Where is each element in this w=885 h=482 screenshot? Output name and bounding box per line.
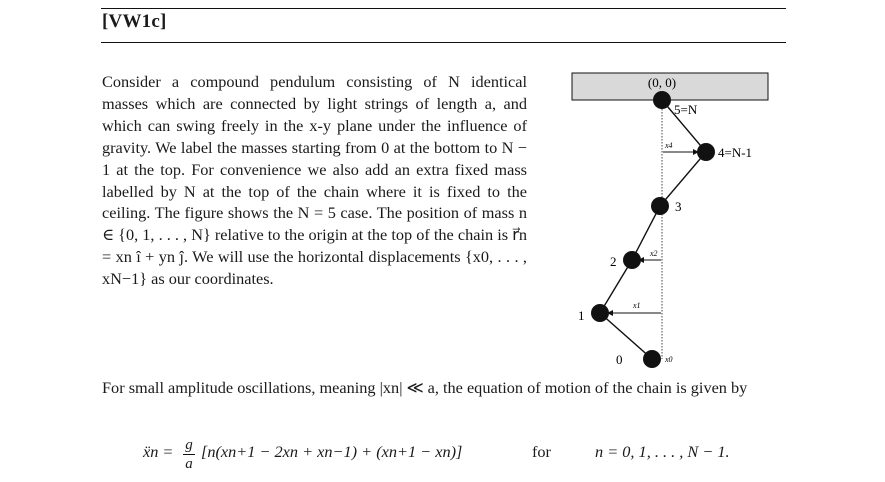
mass-label-0: 0 xyxy=(616,352,623,367)
mass-label-4: 4=N-1 xyxy=(718,145,753,160)
problem-title: [VW1c] xyxy=(102,11,167,32)
mass-label-5: 5=N xyxy=(674,102,698,117)
origin-label: (0, 0) xyxy=(647,75,677,90)
displacement-x1 xyxy=(607,301,661,316)
fraction-denominator: a xyxy=(185,456,193,472)
svg-text:x2: x2 xyxy=(650,249,658,258)
equation-range: n = 0, 1, . . . , N − 1. xyxy=(595,442,730,461)
mass-0 xyxy=(643,350,661,368)
mass-label-3: 3 xyxy=(675,199,682,214)
mass-1 xyxy=(591,304,609,322)
svg-text:x1: x1 xyxy=(633,301,641,310)
intro-paragraph: Consider a compound pendulum consisting of N identical masses which are connected by light strings of length a, and which can swing freely in the x-y plane under the influence of gravity. We label the masses starting from 0 at the bottom to N − 1 at the top. For convenience we also add an extra fixed mass labelled by N at the top of the chain where it is fixed to the ceiling. The figure shows the N = 5 case. The position of mass n ∈ {0, 1, . . . , N} relative to the origin at the top of the chain is r⃗n = xn î + yn ĵ. We will use the horizontal displacements {x0, . . . , xN−1} as our coordinates. xyxy=(102,72,527,289)
displacement-x2 xyxy=(638,249,661,263)
small-amplitude-paragraph: For small amplitude oscillations, meaning |xn| ≪ a, the equation of motion of the chain is given by xyxy=(102,378,748,397)
mass-2 xyxy=(623,251,641,269)
equation-lhs: ẍn = xyxy=(143,442,174,461)
pendulum-figure xyxy=(570,70,770,374)
mass-3 xyxy=(651,197,669,215)
mass-5 xyxy=(653,91,671,109)
equation-of-motion xyxy=(143,436,783,476)
pendulum-strings xyxy=(600,100,706,359)
title-rule xyxy=(101,42,786,43)
equation-fraction xyxy=(183,436,195,473)
top-rule xyxy=(101,8,786,9)
equation-body: [n(xn+1 − 2xn + xn−1) + (xn+1 − xn)] xyxy=(201,442,463,461)
mass-label-1: 1 xyxy=(578,308,585,323)
fraction-numerator: g xyxy=(185,437,193,453)
svg-text:x0: x0 xyxy=(665,355,673,364)
mass-4 xyxy=(697,143,715,161)
svg-text:x4: x4 xyxy=(665,141,673,150)
mass-label-2: 2 xyxy=(610,254,617,269)
displacement-x4 xyxy=(663,141,699,155)
pendulum-diagram xyxy=(570,70,770,370)
equation-for-word: for xyxy=(532,442,551,461)
